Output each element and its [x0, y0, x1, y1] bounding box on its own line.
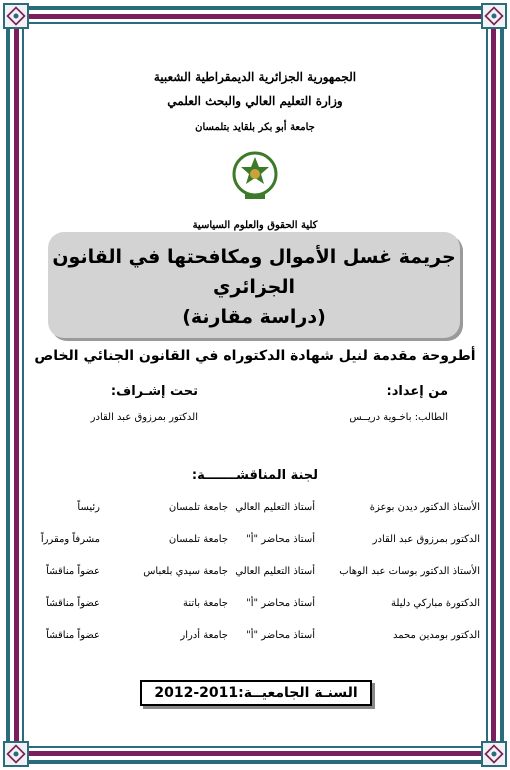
republic-heading: الجمهورية الجزائرية الديمقراطية الشعبية — [153, 70, 357, 84]
member-university: جامعة تلمسان — [168, 502, 228, 513]
member-role: مشرفاً ومقرراً — [40, 534, 100, 545]
committee-row — [30, 534, 480, 552]
member-university: جامعة سيدي بلعباس — [143, 566, 228, 577]
member-name: الدكتور بومدين محمد — [393, 630, 480, 641]
member-name: الأستاذ الدكتور بوسات عبد الوهاب — [339, 566, 480, 577]
academic-year: السنـة الجامعيــة:2011-2012 — [140, 680, 372, 706]
committee-row — [30, 502, 480, 520]
supervision-label: تحت إشـراف: — [110, 384, 198, 399]
committee-row — [30, 566, 480, 584]
university-emblem-icon — [231, 150, 279, 202]
member-role: رئيساً — [77, 502, 100, 513]
supervisor-name: الدكتور بمرزوق عبد القادر — [90, 412, 198, 423]
committee-title: لجنة المناقشـــــــة: — [191, 468, 319, 483]
corner-ornament-icon — [481, 3, 507, 29]
thesis-title-box — [48, 232, 460, 338]
member-rank: أستاذ محاضر "أ" — [246, 630, 315, 641]
committee-row — [30, 598, 480, 616]
corner-ornament-icon — [3, 741, 29, 767]
university-heading: جامعة أبو بكر بلقايد بتلمسان — [195, 122, 315, 133]
member-rank: أستاذ التعليم العالي — [235, 566, 315, 577]
thesis-title: جريمة غسل الأموال ومكافحتها في القانون الجزائري — [52, 246, 456, 298]
student-name: الطالب: باخـوية دريــس — [349, 412, 448, 423]
thesis-purpose: أطروحة مقدمة لنيل شهادة الدكتوراه في القانون الجنائي الخاص — [34, 348, 476, 364]
faculty-heading: كلية الحقوق والعلوم السياسية — [192, 220, 318, 231]
member-university: جامعة باتنة — [183, 598, 228, 609]
thesis-subtitle: (دراسة مقارنة) — [182, 306, 326, 328]
member-name: الدكتورة مباركي دليلة — [391, 598, 480, 609]
member-university: جامعة تلمسان — [168, 534, 228, 545]
prepared-by-label: من إعداد: — [386, 384, 448, 399]
corner-ornament-icon — [3, 3, 29, 29]
member-university: جامعة أدرار — [180, 630, 228, 641]
member-rank: أستاذ محاضر "أ" — [246, 598, 315, 609]
ministry-heading: وزارة التعليم العالي والبحث العلمي — [167, 94, 343, 108]
member-role: عضواً مناقشاً — [46, 630, 100, 641]
member-name: الأستاذ الدكتور ديدن بوعزة — [369, 502, 480, 513]
member-role: عضواً مناقشاً — [46, 598, 100, 609]
member-rank: أستاذ التعليم العالي — [235, 502, 315, 513]
member-rank: أستاذ محاضر "أ" — [246, 534, 315, 545]
member-name: الدكتور بمرزوق عبد القادر — [372, 534, 480, 545]
member-role: عضواً مناقشاً — [46, 566, 100, 577]
corner-ornament-icon — [481, 741, 507, 767]
committee-row — [30, 630, 480, 648]
